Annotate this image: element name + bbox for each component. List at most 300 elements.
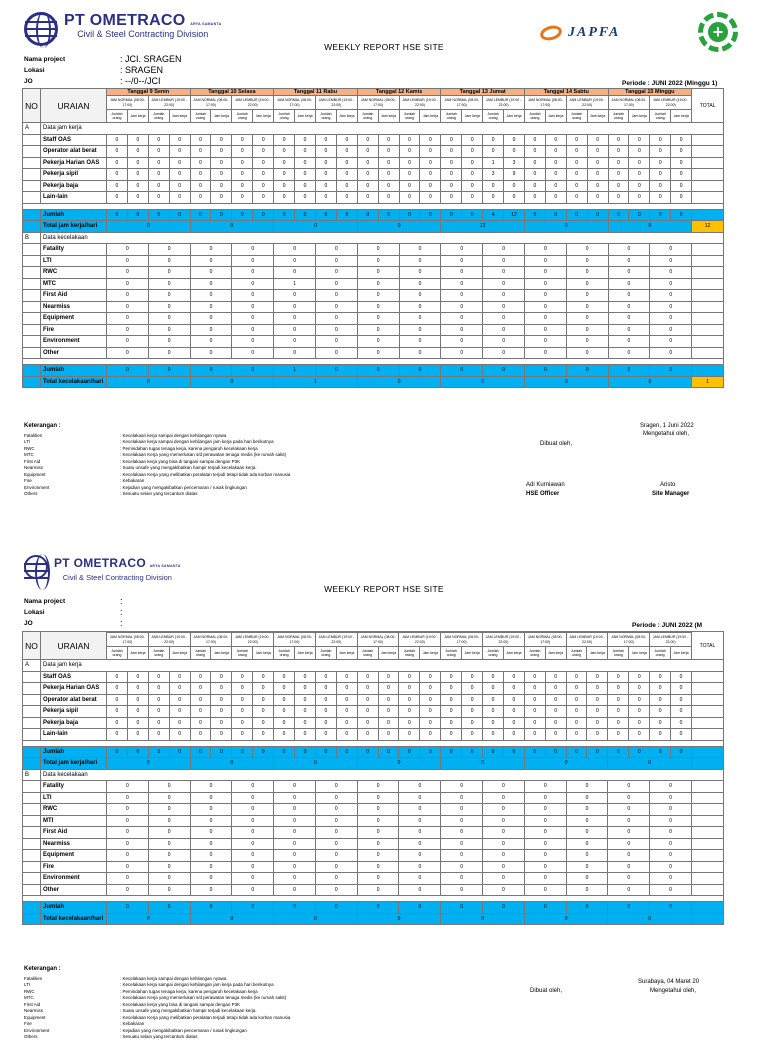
note-value: : Pemindahan tugas tenaga kerja, karena pengaruh kecelakaan kerja <box>120 988 258 994</box>
value-cell: 0 <box>211 706 232 718</box>
value-cell: 0 <box>190 758 274 770</box>
hse-table <box>22 88 724 388</box>
header-jam-kerja: Jam kerja <box>504 110 525 123</box>
header-jam-kerja: Jam kerja <box>169 110 190 123</box>
jo-value: : <box>120 618 123 628</box>
value-cell: 0 <box>253 683 274 695</box>
note-key: Equipment <box>24 1014 46 1020</box>
header-jam-lembur: JAM LEMBUR (19:00 - 22:00) <box>483 633 525 647</box>
value-cell: 0 <box>587 706 608 718</box>
table-row <box>23 169 724 181</box>
value-cell: 0 <box>671 180 692 192</box>
note-value: : Kecelakaan kerja yang bisa di tangani sampai dengan P3K <box>120 458 241 464</box>
value-cell: 0 <box>295 729 316 741</box>
value-cell: 0 <box>566 157 587 169</box>
value-cell: 0 <box>671 157 692 169</box>
value-cell: 0 <box>650 792 692 804</box>
value-cell: 0 <box>232 884 274 896</box>
company-division: Civil & Steel Contracting Division <box>62 573 172 582</box>
value-cell: 0 <box>336 717 357 729</box>
row-label: Nearmiss <box>41 301 107 313</box>
value-cell: 0 <box>357 838 399 850</box>
value-cell: 0 <box>315 255 357 267</box>
value-cell: 0 <box>629 157 650 169</box>
value-cell: 0 <box>295 706 316 718</box>
value-cell: 0 <box>566 746 587 758</box>
table-row <box>23 180 724 192</box>
value-cell: 0 <box>524 913 608 925</box>
value-cell: 0 <box>295 192 316 204</box>
row-spacer <box>23 746 41 758</box>
value-cell: 0 <box>608 861 650 873</box>
value-cell: 0 <box>211 746 232 758</box>
value-cell: 0 <box>295 746 316 758</box>
project-info: Nama project : Lokasi : JO : <box>24 596 123 628</box>
value-cell: 0 <box>378 134 399 146</box>
value-cell: 0 <box>253 134 274 146</box>
value-cell: 0 <box>274 827 316 839</box>
value-cell: 0 <box>671 717 692 729</box>
value-cell: 0 <box>629 671 650 683</box>
table-row <box>23 267 724 279</box>
value-cell: 0 <box>524 146 545 158</box>
value-cell: 0 <box>295 169 316 181</box>
header-jumlah-orang: Jumlah orang <box>315 110 336 123</box>
value-cell: 0 <box>274 146 295 158</box>
value-cell: 0 <box>148 336 190 348</box>
note-value: : Kecelakaan Kerja yang memerlukan s/d perawatan tenaga medis (ke rumah sakit) <box>120 452 287 457</box>
value-cell: 0 <box>190 671 211 683</box>
value-cell: 0 <box>232 717 253 729</box>
row-label: Nearmiss <box>41 838 107 850</box>
value-cell: 0 <box>315 157 336 169</box>
value-cell: 0 <box>587 157 608 169</box>
value-cell: 0 <box>232 815 274 827</box>
value-cell: 0 <box>608 671 629 683</box>
value-cell: 0 <box>107 902 149 914</box>
value-cell: 0 <box>211 157 232 169</box>
value-cell: 0 <box>232 861 274 873</box>
row-label: Fire <box>41 861 107 873</box>
value-cell: 0 <box>315 347 357 359</box>
total-cell <box>692 336 724 348</box>
value-cell: 0 <box>483 861 525 873</box>
value-cell: 0 <box>566 134 587 146</box>
value-cell: 0 <box>608 729 629 741</box>
value-cell: 0 <box>253 706 274 718</box>
value-cell: 0 <box>274 781 316 793</box>
signer-2-role: Site Manager <box>652 491 690 497</box>
row-label: Pekerja sipil <box>41 706 107 718</box>
value-cell: 0 <box>148 717 169 729</box>
value-cell: 0 <box>357 301 399 313</box>
project-value: : JCI. SRAGEN <box>120 54 182 64</box>
note-value: : Kecelakaan kerja sampai dengan kehilangan jam kerja pada hari berikutnya <box>120 439 274 444</box>
value-cell: 0 <box>650 180 671 192</box>
value-cell: 0 <box>378 671 399 683</box>
value-cell: 0 <box>169 746 190 758</box>
table-row <box>23 146 724 158</box>
value-cell: 0 <box>315 873 357 885</box>
value-cell: 0 <box>357 746 378 758</box>
value-cell: 0 <box>650 301 692 313</box>
value-cell: 0 <box>148 290 190 302</box>
value-cell: 0 <box>608 838 650 850</box>
value-cell: 0 <box>545 671 566 683</box>
total-cell <box>691 706 723 718</box>
header-day: Tanggal 15 Minggu <box>608 89 692 96</box>
value-cell: 0 <box>274 336 316 348</box>
value-cell: 0 <box>190 221 274 233</box>
value-cell: 0 <box>462 671 483 683</box>
value-cell: 0 <box>399 365 441 377</box>
value-cell: 0 <box>503 671 524 683</box>
row-label: LTI <box>41 255 107 267</box>
value-cell: 0 <box>399 278 441 290</box>
value-cell: 0 <box>524 827 566 839</box>
value-cell: 0 <box>608 706 629 718</box>
value-cell: 0 <box>127 671 148 683</box>
row-spacer <box>23 180 41 192</box>
value-cell: 0 <box>127 209 148 221</box>
value-cell: 0 <box>650 313 692 325</box>
header-jumlah-orang: Jumlah orang <box>399 647 420 660</box>
value-cell: 0 <box>399 267 441 279</box>
value-cell: 0 <box>148 694 169 706</box>
table-row <box>23 729 724 741</box>
value-cell: 0 <box>399 192 420 204</box>
value-cell: 0 <box>441 244 483 256</box>
value-cell: 0 <box>107 815 149 827</box>
value-cell: 0 <box>650 192 671 204</box>
value-cell: 0 <box>274 221 358 233</box>
value-cell: 0 <box>629 694 650 706</box>
value-cell: 0 <box>524 267 566 279</box>
value-cell: 0 <box>441 376 525 388</box>
value-cell: 0 <box>190 850 232 862</box>
value-cell: 0 <box>566 267 608 279</box>
value-cell: 0 <box>587 180 608 192</box>
value-cell: 0 <box>357 717 378 729</box>
row-label: Other <box>41 884 107 896</box>
value-cell: 0 <box>274 301 316 313</box>
value-cell: 0 <box>336 146 357 158</box>
globe-icon <box>24 555 48 579</box>
value-cell: 0 <box>378 694 399 706</box>
note-value: : Suatu unsafe yang mengakibatkan hampir terjadi kecelakaan kerja. <box>120 1008 257 1013</box>
value-cell: 0 <box>357 347 399 359</box>
header-jumlah-orang: Jumlah orang <box>566 647 587 660</box>
value-cell: 0 <box>462 157 483 169</box>
row-label: Total jam kerja/hari <box>41 221 107 233</box>
value-cell: 0 <box>357 192 378 204</box>
value-cell: 0 <box>441 683 462 695</box>
value-cell: 0 <box>295 671 316 683</box>
note-key: Fatalities <box>24 975 43 981</box>
value-cell: 0 <box>399 729 420 741</box>
value-cell: 0 <box>169 169 190 181</box>
value-cell: 0 <box>399 827 441 839</box>
value-cell: 0 <box>608 365 650 377</box>
value-cell: 0 <box>587 729 608 741</box>
value-cell: 0 <box>420 192 441 204</box>
periode: Periode : JUNI 2022 (M <box>632 622 703 629</box>
value-cell: 0 <box>545 729 566 741</box>
row-spacer <box>23 301 41 313</box>
total-cell <box>691 873 723 885</box>
value-cell: 0 <box>524 758 608 770</box>
value-cell: 0 <box>420 717 441 729</box>
known-by: Mengetahui oleh, <box>643 431 690 437</box>
value-cell: 0 <box>148 209 169 221</box>
header-jam-kerja: Jam kerja <box>462 110 483 123</box>
note-key: LTI <box>24 439 31 444</box>
value-cell: 0 <box>315 717 336 729</box>
value-cell: 0 <box>608 717 629 729</box>
header-jam-kerja: Jam kerja <box>545 647 566 660</box>
value-cell: 0 <box>274 134 295 146</box>
value-cell: 0 <box>650 717 671 729</box>
value-cell: 0 <box>190 146 211 158</box>
value-cell: 0 <box>107 746 128 758</box>
value-cell: 0 <box>608 792 650 804</box>
value-cell: 0 <box>315 694 336 706</box>
value-cell: 0 <box>315 683 336 695</box>
value-cell: 0 <box>650 255 692 267</box>
value-cell: 0 <box>483 884 525 896</box>
table-row <box>23 244 724 256</box>
header-jam-normal: JAM NORMAL (08:00-17:00) <box>274 96 316 110</box>
row-label: LTI <box>41 792 107 804</box>
value-cell: 0 <box>295 134 316 146</box>
value-cell: 0 <box>315 706 336 718</box>
note-value: : Sesuatu selain yang tercantum diatas <box>120 1034 198 1039</box>
value-cell: 0 <box>441 192 462 204</box>
value-cell: 0 <box>357 336 399 348</box>
value-cell: 0 <box>608 884 650 896</box>
row-spacer <box>23 706 41 718</box>
value-cell: 0 <box>148 804 190 816</box>
value-cell: 0 <box>483 838 525 850</box>
total-cell <box>691 815 723 827</box>
value-cell: 0 <box>566 815 608 827</box>
value-cell: 0 <box>650 146 671 158</box>
value-cell: 0 <box>148 706 169 718</box>
value-cell: 0 <box>462 729 483 741</box>
value-cell: 0 <box>253 671 274 683</box>
total-cell <box>691 884 723 896</box>
value-cell: 1 <box>483 157 504 169</box>
value-cell: 0 <box>378 192 399 204</box>
value-cell: 0 <box>566 244 608 256</box>
value-cell: 0 <box>315 336 357 348</box>
section-number: B <box>23 769 41 781</box>
value-cell: 0 <box>566 209 587 221</box>
value-cell: 0 <box>608 376 692 388</box>
value-cell: 0 <box>107 884 149 896</box>
value-cell: 0 <box>274 850 316 862</box>
value-cell: 0 <box>232 683 253 695</box>
value-cell: 0 <box>441 913 525 925</box>
value-cell: 0 <box>566 902 608 914</box>
value-cell: 0 <box>650 873 692 885</box>
value-cell: 0 <box>420 209 441 221</box>
value-cell: 0 <box>295 209 316 221</box>
value-cell: 0 <box>295 683 316 695</box>
note-value: : Kecelakaan Kerja yang melibatkan peralatan terjadi tetapi tidak ada korban manusia <box>120 471 291 477</box>
value-cell: 0 <box>127 746 148 758</box>
section-title: Data kecelakaan <box>41 232 724 244</box>
total-cell <box>691 671 723 683</box>
value-cell: 0 <box>462 134 483 146</box>
grand-total-cell: 1 <box>692 376 724 388</box>
note-key: Others <box>24 1034 38 1039</box>
value-cell: 0 <box>608 902 650 914</box>
value-cell: 0 <box>169 157 190 169</box>
row-label: Lain-lain <box>41 729 107 741</box>
note-value: : Kecelakaan Kerja yang memerlukan s/d perawatan tenaga medis (ke rumah sakit) <box>120 995 287 1000</box>
value-cell: 0 <box>357 884 399 896</box>
row-label: RWC <box>41 267 107 279</box>
value-cell: 0 <box>107 255 149 267</box>
value-cell: 0 <box>357 365 399 377</box>
value-cell: 0 <box>524 671 545 683</box>
value-cell: 0 <box>357 694 378 706</box>
total-cell <box>692 180 724 192</box>
value-cell: 0 <box>608 157 629 169</box>
company-name: PT OMETRACO <box>54 556 146 570</box>
value-cell: 0 <box>232 290 274 302</box>
row-label: Fatality <box>41 781 107 793</box>
header-jam-lembur: JAM LEMBUR (19:00 - 22:00) <box>399 633 441 647</box>
value-cell: 0 <box>169 729 190 741</box>
value-cell: 0 <box>420 729 441 741</box>
value-cell: 0 <box>399 781 441 793</box>
value-cell: 0 <box>190 861 232 873</box>
value-cell: 0 <box>107 301 149 313</box>
value-cell: 0 <box>169 706 190 718</box>
value-cell: 0 <box>608 180 629 192</box>
row-spacer <box>23 792 41 804</box>
note-value: : Kecelakaan Kerja yang melibatkan peralatan terjadi tetapi tidak ada korban manusia <box>120 1014 291 1020</box>
value-cell: 0 <box>650 365 692 377</box>
value-cell: 0 <box>253 180 274 192</box>
value-cell: 0 <box>127 717 148 729</box>
value-cell: 0 <box>441 301 483 313</box>
total-cell <box>692 134 724 146</box>
value-cell: 0 <box>357 873 399 885</box>
value-cell: 0 <box>232 313 274 325</box>
header-jam-lembur: JAM LEMBUR (19:00 - 22:00) <box>148 633 190 647</box>
value-cell: 0 <box>566 278 608 290</box>
value-cell: 0 <box>671 671 692 683</box>
value-cell: 0 <box>524 301 566 313</box>
value-cell: 0 <box>148 255 190 267</box>
value-cell: 0 <box>503 729 524 741</box>
total-cell <box>692 313 724 325</box>
value-cell: 0 <box>524 873 566 885</box>
value-cell: 0 <box>274 347 316 359</box>
value-cell: 0 <box>190 792 232 804</box>
value-cell: 0 <box>232 873 274 885</box>
value-cell: 0 <box>211 717 232 729</box>
value-cell: 0 <box>399 746 420 758</box>
value-cell: 0 <box>336 671 357 683</box>
value-cell: 0 <box>190 347 232 359</box>
total-cell <box>692 278 724 290</box>
japfa-mark-icon <box>539 23 564 42</box>
row-label: Jumlah <box>41 746 107 758</box>
value-cell: 0 <box>566 729 587 741</box>
total-cell <box>692 146 724 158</box>
value-cell: 0 <box>274 873 316 885</box>
value-cell: 0 <box>274 913 358 925</box>
value-cell: 0 <box>274 804 316 816</box>
value-cell: 0 <box>190 804 232 816</box>
value-cell: 0 <box>462 192 483 204</box>
value-cell: 0 <box>190 694 211 706</box>
header-jam-kerja: Jam kerja <box>211 647 232 660</box>
value-cell: 0 <box>148 746 169 758</box>
value-cell: 0 <box>608 192 629 204</box>
header-jam-lembur: JAM LEMBUR (19:00 - 22:00) <box>566 633 608 647</box>
value-cell: 0 <box>524 746 545 758</box>
value-cell: 0 <box>315 301 357 313</box>
value-cell: 0 <box>524 884 566 896</box>
header-jam-normal: JAM NORMAL (08:00-17:00) <box>190 96 232 110</box>
total-cell <box>692 365 724 377</box>
total-cell <box>691 850 723 862</box>
value-cell: 0 <box>107 758 191 770</box>
row-label: First Aid <box>41 827 107 839</box>
value-cell: 0 <box>650 683 671 695</box>
value-cell: 0 <box>524 255 566 267</box>
header-jam-kerja: Jam kerja <box>629 110 650 123</box>
header-jumlah-orang: Jumlah orang <box>524 110 545 123</box>
row-label: Jumlah <box>41 902 107 914</box>
value-cell: 0 <box>274 169 295 181</box>
row-spacer <box>23 902 41 914</box>
value-cell: 0 <box>211 671 232 683</box>
value-cell: 0 <box>253 192 274 204</box>
value-cell: 0 <box>650 347 692 359</box>
note-value: : Kebakaran <box>120 478 145 483</box>
row-spacer <box>23 838 41 850</box>
value-cell: 0 <box>399 301 441 313</box>
value-cell: 0 <box>566 290 608 302</box>
row-spacer <box>23 913 41 925</box>
value-cell: 0 <box>274 746 295 758</box>
value-cell: 0 <box>232 209 253 221</box>
signer-2-name: Aristo <box>660 482 676 488</box>
project-info: Nama project : JCI. SRAGEN Lokasi : SRAGEN JO : --/0--/JCI <box>24 54 182 86</box>
value-cell: 0 <box>650 157 671 169</box>
header-jumlah-orang: Jumlah orang <box>650 647 671 660</box>
header-jam-kerja: Jam kerja <box>503 647 524 660</box>
value-cell: 0 <box>274 324 316 336</box>
place-date: Sragen, 1 Juni 2022 <box>640 423 694 429</box>
value-cell: 0 <box>671 134 692 146</box>
value-cell: 0 <box>608 209 629 221</box>
header-jumlah-orang: Jumlah orang <box>315 647 336 660</box>
value-cell: 0 <box>483 850 525 862</box>
table-row <box>23 157 724 169</box>
value-cell: 0 <box>441 290 483 302</box>
value-cell: 0 <box>650 902 692 914</box>
value-cell: 0 <box>524 278 566 290</box>
value-cell: 0 <box>148 792 190 804</box>
value-cell: 0 <box>524 861 566 873</box>
